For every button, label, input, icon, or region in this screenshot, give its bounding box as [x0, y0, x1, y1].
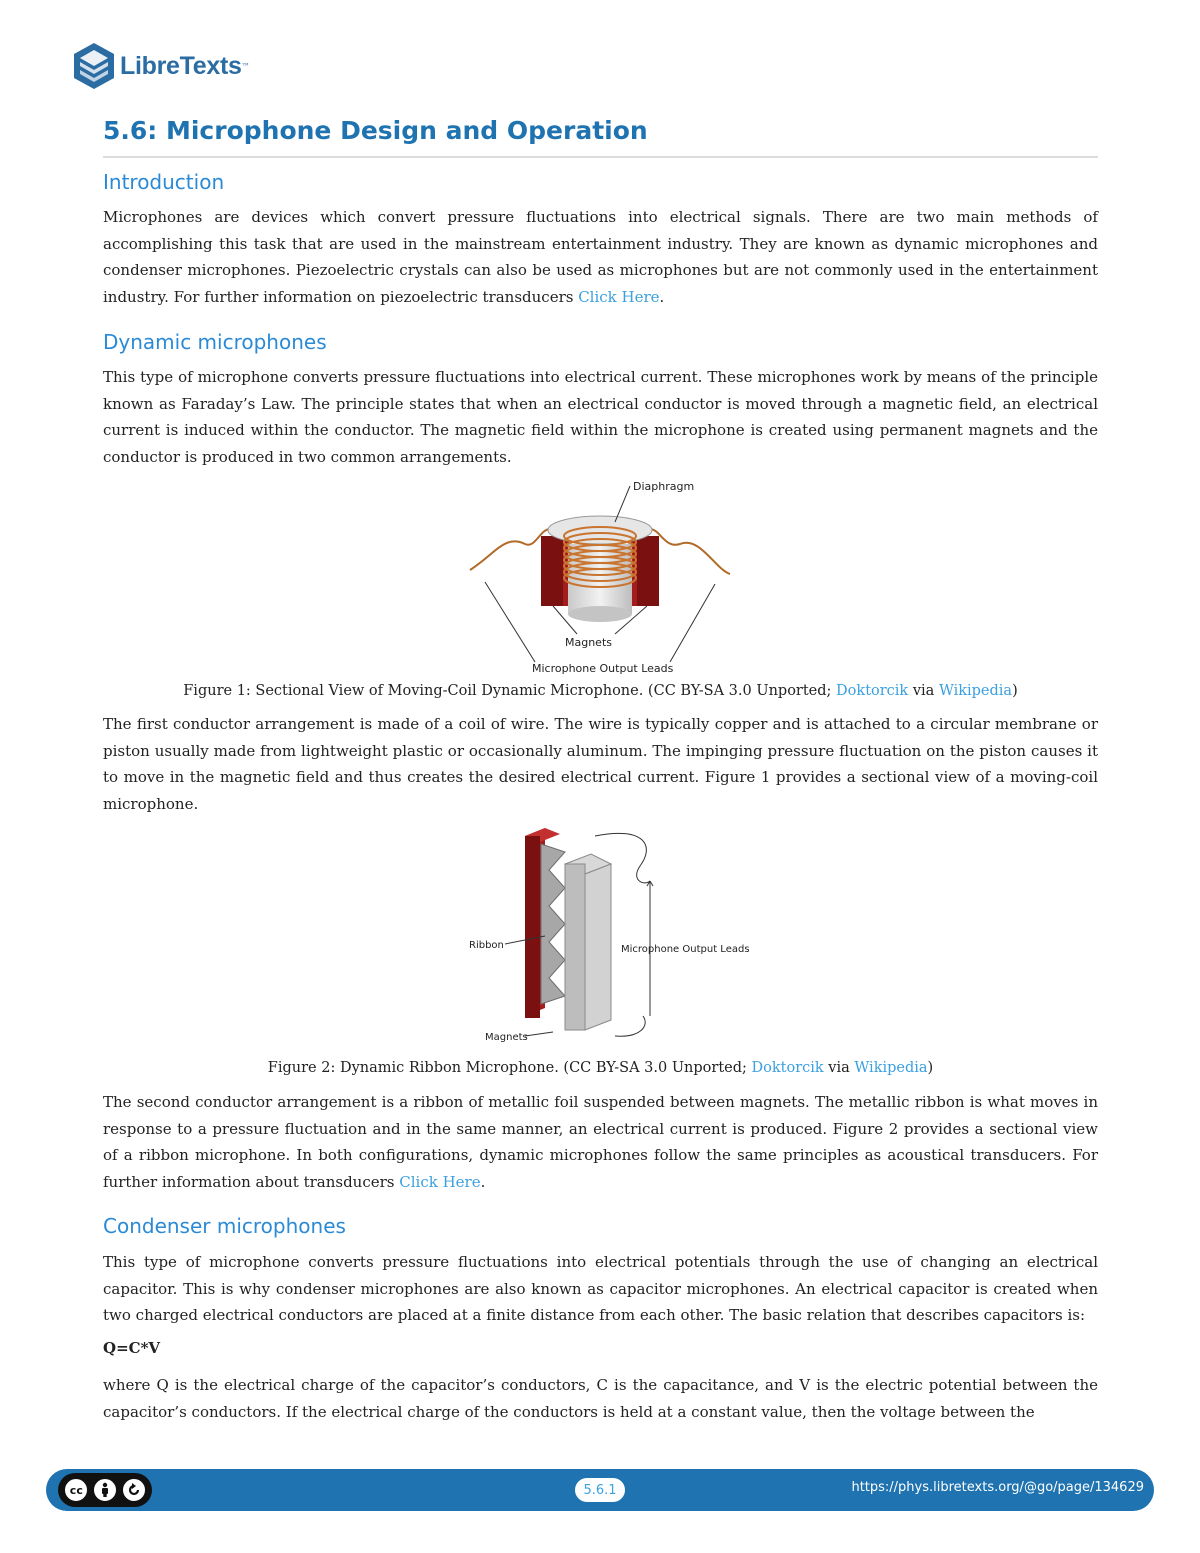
title-divider	[103, 156, 1098, 158]
footer-url-link[interactable]: https://phys.libretexts.org/@go/page/134629	[851, 1480, 1144, 1495]
figure1-caption-via: via	[908, 683, 939, 699]
figure-2-ribbon-diagram	[465, 826, 750, 1052]
share-alike-icon	[121, 1477, 147, 1503]
intro-text: Microphones are devices which convert pressure fluctuations into electrical signals. There are two main methods of accomplishing this task that are used in the mainstream entertainment industry. They are known as dynamic microphones and condenser microphones. Piezoelectric crystals can also be used as microphones but are not commonly used in the entertainment industry. For further information on piezoelectric transducers	[103, 208, 1098, 306]
figure2-caption-text: Figure 2: Dynamic Ribbon Microphone. (CC BY-SA 3.0 Unported;	[267, 1060, 752, 1076]
heading-dynamic-microphones: Dynamic microphones	[103, 330, 327, 354]
figure1-label-output-leads: Microphone Output Leads	[532, 662, 674, 675]
condenser-paragraph-2: where Q is the electrical charge of the capacitor’s conductors, C is the capacitance, and V is the electric potential between the capacitor’s conductors. If the electrical charge of the conductors is held at a constant value, then the voltage between the	[103, 1376, 1098, 1421]
libretexts-cube-icon	[72, 41, 116, 91]
cc-icon: cc	[63, 1477, 89, 1503]
figure1-doktorcik-link[interactable]: Doktorcik	[836, 683, 909, 699]
heading-condenser-microphones: Condenser microphones	[103, 1214, 346, 1238]
logo-text: LibreTexts	[120, 51, 242, 80]
dynamic-p3-text: The second conductor arrangement is a ribbon of metallic foil suspended between magnets. The metallic ribbon is what moves in response to a pressure fluctuation and in the same manner, an electrical current is produced. Figure 2 provides a sectional view of a ribbon microphone. In both configurations, dynamic microphones follow the same principles as acoustical transducers. For further information about transducers	[103, 1093, 1098, 1191]
figure-1-moving-coil-diagram	[465, 474, 735, 676]
intro-paragraph	[103, 204, 1098, 310]
figure2-caption-via: via	[823, 1060, 855, 1076]
dynamic-paragraph-1: This type of microphone converts pressure fluctuations into electrical current. These microphones work by means of the principle known as Faraday’s Law. The principle states that when an electrical conductor is moved through a magnetic field, an electrical current is induced within the conductor. The magnetic field within the microphone is created using permanent magnets and the conductor is produced in two common arrangements.	[103, 368, 1098, 466]
heading-introduction: Introduction	[103, 170, 225, 194]
logo-trademark: ™	[241, 61, 250, 71]
condenser-paragraph-1: This type of microphone converts pressure fluctuations into electrical potentials through the use of changing an electrical capacitor. This is why condenser microphones are also known as capacitor microphones. An electrical capacitor is created when two charged electrical conductors are placed at a finite distance from each other. The basic relation that describes capacitors is:	[103, 1253, 1098, 1324]
figure2-doktorcik-link[interactable]: Doktorcik	[751, 1060, 824, 1076]
figure1-wikipedia-link[interactable]: Wikipedia	[938, 683, 1013, 699]
dynamic-paragraph-3	[103, 1089, 1098, 1195]
piezoelectric-click-here-link[interactable]: Click Here	[578, 287, 660, 306]
cc-license-badge[interactable]	[58, 1473, 152, 1507]
page-number: 5.6.1	[575, 1478, 625, 1502]
figure-1-caption	[103, 683, 1098, 699]
figure2-label-output-leads: Microphone Output Leads	[621, 944, 750, 955]
figure1-label-magnets: Magnets	[565, 636, 612, 649]
figure-2-caption	[103, 1060, 1098, 1076]
figure1-caption-close: )	[1012, 683, 1018, 699]
page-title: 5.6: Microphone Design and Operation	[103, 116, 648, 145]
figure2-label-magnets: Magnets	[485, 1032, 528, 1043]
figure1-label-diaphragm: Diaphragm	[633, 480, 695, 493]
intro-period: .	[659, 287, 665, 306]
dynamic-paragraph-2: The first conductor arrangement is made of a coil of wire. The wire is typically copper and is attached to a circular membrane or piston usually made from lightweight plastic or occasionally aluminum. The impinging pressure fluctuation on the piston causes it to move in the magnetic field and thus creates the desired electrical current. Figure 1 provides a sectional view of a moving-coil microphone.	[103, 715, 1098, 813]
figure2-label-ribbon: Ribbon	[469, 940, 504, 951]
figure2-caption-close: )	[927, 1060, 934, 1076]
capacitor-formula: Q=C*V	[103, 1339, 161, 1357]
dynamic-p3-period: .	[480, 1172, 486, 1191]
attribution-icon	[92, 1477, 118, 1503]
libretexts-logo[interactable]	[72, 40, 250, 92]
transducers-click-here-link[interactable]: Click Here	[399, 1172, 481, 1191]
figure2-wikipedia-link[interactable]: Wikipedia	[854, 1060, 928, 1076]
figure1-caption-text: Figure 1: Sectional View of Moving-Coil Dynamic Microphone. (CC BY-SA 3.0 Unported;	[183, 683, 837, 699]
